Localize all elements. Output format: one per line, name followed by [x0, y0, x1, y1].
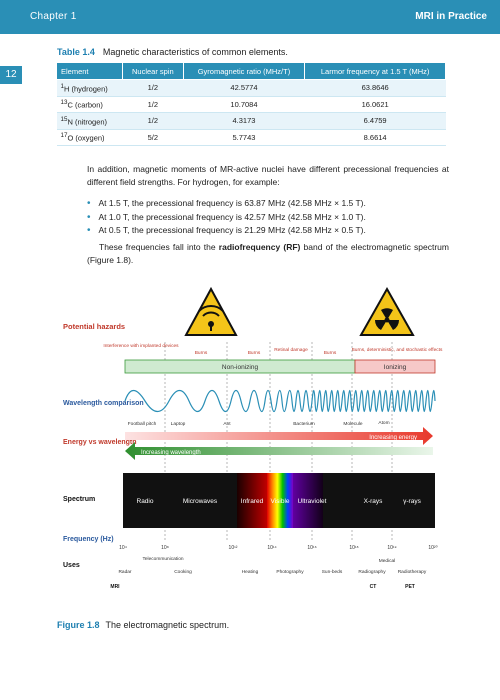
object-label: Atom [378, 421, 390, 426]
page-number: 12 [0, 66, 22, 84]
use-label: Radar [118, 570, 132, 575]
hazard-label: Burns [247, 351, 261, 356]
column-header: Element [57, 63, 123, 80]
elements-table [56, 62, 446, 146]
frequency-tick: 10¹⁶ [307, 545, 317, 551]
object-label: Laptop [170, 422, 186, 427]
hazard-label: Burns [194, 351, 208, 356]
use-label: Sun-beds [321, 570, 343, 575]
use-label: Radiography [358, 570, 386, 575]
object-label: Bacterium [293, 422, 315, 427]
body-paragraph: These frequencies fall into the radiofrequency (RF) band of the electromagnetic spectrum (Figure 1.8). [87, 242, 449, 265]
band-label: Visible [270, 498, 290, 505]
use-label: Radiotherapy [397, 570, 427, 575]
use-label: Photography [276, 570, 304, 575]
hazard-label: Burns [323, 351, 337, 356]
frequency-tick: 10¹⁹ [387, 545, 397, 551]
list-item: • At 0.5 T, the precessional frequency is 21.29 MHz (42.58 MHz × 0.5 T). [87, 224, 366, 238]
wavelength-wave [125, 391, 435, 412]
hazard-label: Retinal damage [274, 348, 308, 353]
table-row: $^{15}$N (nitrogen) 1/2 4.3173 6.4759 [57, 113, 446, 130]
table-row: $^{13}$C (carbon) 1/2 10.7084 16.0621 [57, 96, 446, 113]
hazard-label: Burns, deterministic, and stochastic effects [351, 348, 443, 353]
table-row: $^{17}$O (oxygen) 5/2 5.7743 8.6614 [57, 129, 446, 146]
use-label: Medical [378, 559, 396, 564]
band-label: Radio [136, 498, 154, 505]
use-label: Cooking [174, 570, 192, 575]
book-title: MRI in Practice [415, 11, 487, 22]
band-label: Infrared [240, 498, 264, 505]
list-item: • At 1.5 T, the precessional frequency is 63.87 MHz (42.58 MHz × 1.5 T). [87, 197, 366, 211]
frequency-tick: 10⁸ [161, 545, 169, 551]
non-ionizing-label: Non-ionizing [221, 364, 259, 371]
potential-hazards-label: Potential hazards [63, 322, 126, 331]
hazard-label: Interference with implanted devices [103, 344, 179, 349]
column-header: Gyromagnetic ratio (MHz/T) [183, 63, 305, 80]
increasing-energy-label: Increasing energy [369, 435, 417, 441]
modality-label: PET [405, 584, 415, 590]
frequency-tick: 10⁴ [119, 545, 127, 551]
wavelength-comparison-label: Wavelength comparison [63, 400, 144, 407]
spectrum-label: Spectrum [63, 496, 96, 503]
energy-label: Energy vs wavelength [63, 439, 137, 446]
band-label: X-rays [363, 498, 383, 505]
band-label: Microwaves [182, 498, 218, 505]
table-row: $^1$H (hydrogen) 1/2 42.5774 63.8646 [57, 80, 446, 97]
column-header: Nuclear spin [123, 63, 184, 80]
running-header [0, 0, 500, 34]
radiofrequency-warning-icon [186, 289, 236, 335]
em-spectrum-figure [57, 284, 450, 604]
radiation-warning-icon [361, 289, 413, 335]
bullet-list [87, 197, 366, 238]
frequency-label: Frequency (Hz) [63, 536, 114, 543]
column-header: Larmor frequency at 1.5 T (MHz) [305, 63, 446, 80]
object-label: Molecule [343, 422, 363, 427]
frequency-tick: 10¹² [228, 545, 238, 551]
table-caption: Table 1.4 Magnetic characteristics of common elements. [57, 47, 288, 57]
modality-label: MRI [110, 584, 120, 590]
figure-caption: Figure 1.8 The electromagnetic spectrum. [57, 620, 230, 630]
frequency-tick: 10¹⁸ [349, 545, 359, 551]
uses-label: Uses [63, 562, 80, 569]
use-label: Heating [241, 570, 259, 575]
frequency-tick: 10²⁰ [428, 545, 438, 551]
object-label: Ant [223, 422, 231, 427]
chapter-label: Chapter 1 [30, 11, 77, 22]
band-label: γ-rays [403, 498, 421, 505]
modality-label: CT [369, 584, 377, 590]
increasing-wavelength-label: Increasing wavelength [141, 450, 201, 456]
list-item: • At 1.0 T, the precessional frequency is 42.57 MHz (42.58 MHz × 1.0 T). [87, 211, 366, 225]
body-paragraph: In addition, magnetic moments of MR-active nuclei have different precessional frequencies at different field strengths. For hydrogen, for example: [87, 164, 449, 187]
band-label: Ultraviolet [297, 498, 327, 505]
ionizing-label: Ionizing [383, 364, 407, 371]
use-label: Telecommunication [142, 557, 184, 562]
frequency-tick: 10¹⁴ [267, 545, 277, 551]
object-label: Football pitch [127, 422, 157, 427]
